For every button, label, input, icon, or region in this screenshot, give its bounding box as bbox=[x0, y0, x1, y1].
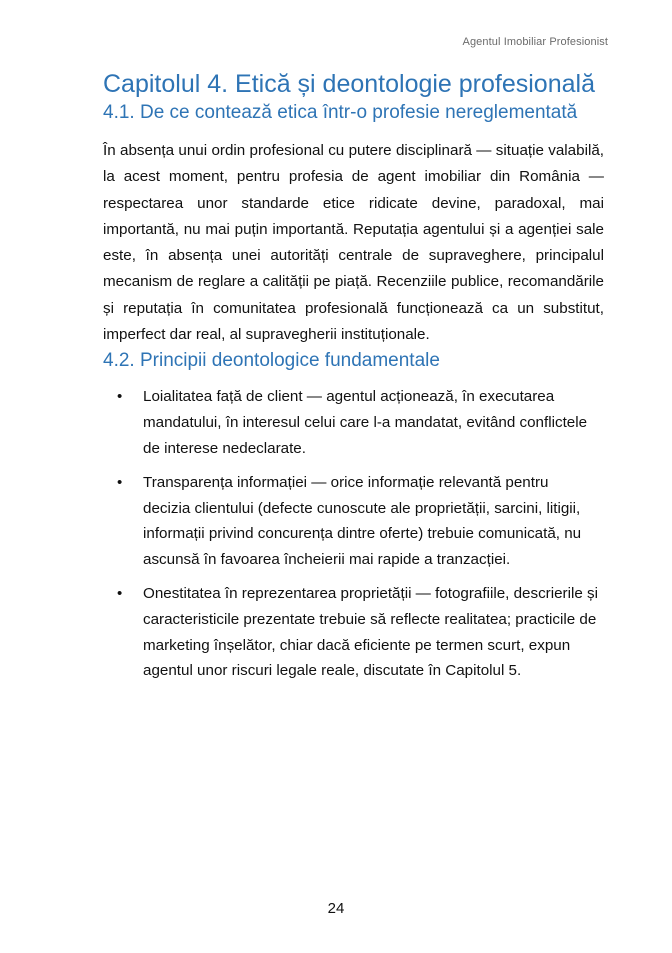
bullet-icon: • bbox=[117, 388, 123, 406]
page-number: 24 bbox=[327, 900, 345, 917]
list-item-text: Transparența informației — orice informație relevantă pentru decizia clientului (defecte cunoscute ale proprietății, sarcini, litigii, informații privind concurența dintre oferte) trebuie comunicată, nu ascunsă în favoarea încheierii mai rapide a tranzacției. bbox=[143, 473, 582, 569]
principles-list bbox=[103, 384, 604, 684]
bullet-icon: • bbox=[117, 584, 123, 602]
list-item-text: Loialitatea față de client — agentul acționează, în executarea mandatului, în interesul celui care l-a mandatat, evitând conflictele de interese nedeclarate. bbox=[143, 388, 588, 457]
page-content bbox=[103, 68, 604, 692]
list-item bbox=[103, 581, 598, 684]
section-4-1-paragraph: În absența unui ordin profesional cu putere disciplinară — situație valabilă, la acest moment, pentru profesia de agent imobiliar din România — respectarea unor standarde etice ridicate devine, paradoxal, mai importantă, nu mai puțin importantă. Reputația agentului și a agenției sale este, în absența unei autorități centrale de supraveghere, principalul mecanism de reglare a calității pe piață. Recenziile publice, recomandările și reputația în comunitatea profesională funcționează ca un substitut, imperfect dar real, al supravegherii instituționale. bbox=[103, 142, 604, 344]
running-header: Agentul Imobiliar Profesionist bbox=[462, 36, 608, 48]
list-item bbox=[103, 470, 598, 573]
section-title-4-2: 4.2. Principii deontologice fundamentale bbox=[103, 350, 440, 372]
list-item bbox=[103, 384, 598, 461]
chapter-title: Capitolul 4. Etică și deontologie profesională bbox=[103, 70, 595, 98]
list-item-text: Onestitatea în reprezentarea proprietății — fotografiile, descrierile și caracteristicile prezentate trebuie să reflecte realitatea; practicile de marketing înșelător, chiar dacă eficiente pe termen scurt, expun agentul unor riscuri legale reale, discutate în Capitolul 5. bbox=[143, 584, 599, 680]
bullet-icon: • bbox=[117, 473, 123, 491]
section-title-4-1: 4.1. De ce contează etica într-o profesie nereglementată bbox=[103, 102, 578, 123]
